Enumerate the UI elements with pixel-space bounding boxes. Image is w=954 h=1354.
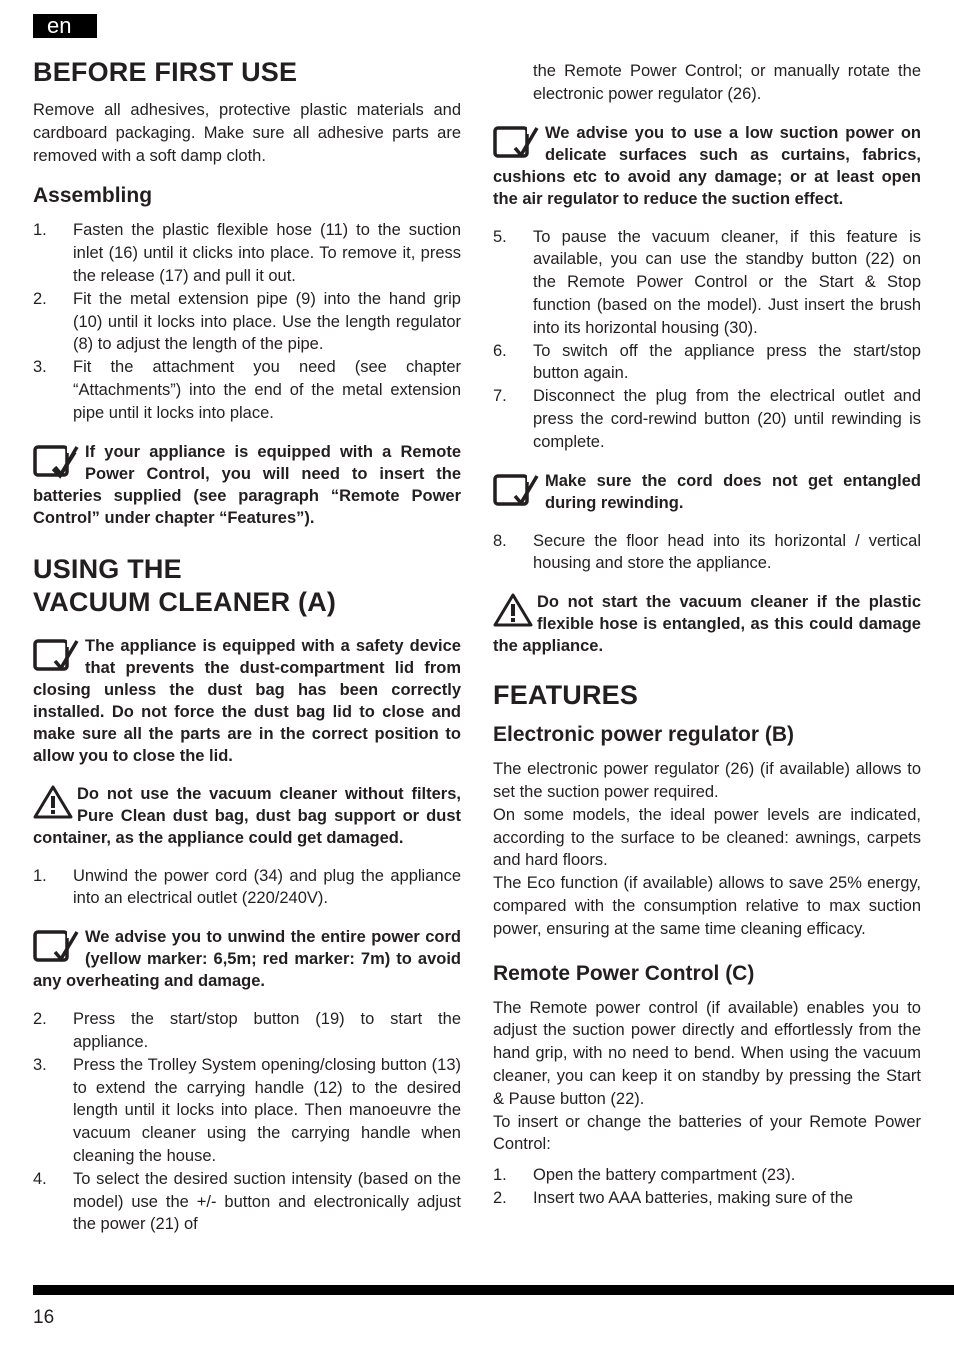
list-item: 8. Secure the floor head into its horizontal / vertical housing and store the appliance.	[493, 531, 921, 573]
note-safety-device: The appliance is equipped with a safety device that prevents the dust-compartment lid from closing unless the dust bag has been correctly installed. Do not force the dust bag lid to close and make sure all the parts are in the correct position to allow you to close the lid.	[33, 636, 461, 765]
note-remote-batteries: If your appliance is equipped with a Remote Power Control, you will need to insert the batteries supplied (see paragraph “Remote Power Control” under chapter “Features”).	[33, 442, 461, 527]
epr-paragraph-3: The Eco function (if available) allows to save 25% energy, compared with the consumption relative to max suction power, ensuring at the same time cleaning efficacy.	[493, 874, 921, 938]
right-column	[493, 60, 921, 1210]
list-item: 1. Fasten the plastic flexible hose (11) to the suction inlet (16) until it clicks into place. To remove it, press the release (17) and pull it out.	[33, 221, 461, 285]
assembling-steps	[33, 219, 461, 424]
list-item: 3. Fit the attachment you need (see chapter “Attachments”) into the end of the metal extension pipe until it locks into place.	[33, 358, 461, 422]
footer-rule	[33, 1285, 954, 1295]
note-low-suction: We advise you to use a low suction power on delicate surfaces such as curtains, fabrics, cushions etc to avoid any damage; or at least open the air regulator to reduce the suction effect.	[493, 123, 921, 208]
warning-filters: Do not use the vacuum cleaner without filters, Pure Clean dust bag, dust bag support or dust container, as the appliance could get damaged.	[33, 784, 461, 847]
rpc-heading: Remote Power Control (C)	[493, 961, 755, 985]
language-tab: en	[33, 14, 97, 38]
left-column	[33, 56, 461, 1236]
list-item: 1. Open the battery compartment (23).	[493, 1166, 796, 1185]
page-number: 16	[33, 1307, 55, 1328]
note-check-icon	[33, 928, 81, 964]
warning-icon	[33, 785, 73, 819]
step-continuation: the Remote Power Control; or manually rotate the electronic power regulator (26).	[533, 62, 921, 103]
list-item: 6. To switch off the appliance press the start/stop button again.	[493, 341, 921, 383]
rpc-paragraph-2: To insert or change the batteries of your Remote Power Control:	[493, 1112, 921, 1154]
list-item: 7. Disconnect the plug from the electrical outlet and press the cord-rewind button (20) until rewinding is complete.	[493, 387, 921, 451]
using-steps-a	[33, 865, 461, 911]
using-heading-line2: VACUUM CLEANER (A)	[33, 586, 337, 617]
note-check-icon	[493, 124, 541, 160]
list-item: 4. To select the desired suction intensity (based on the model) use the +/- button and electronically adjust the power (21) of	[33, 1169, 461, 1234]
rpc-paragraph-1: The Remote power control (if available) enables you to adjust the suction power directly and effortlessly from the hand grip, with no need to bend. When using the vacuum cleaner, you can keep it on standby by pressing the Start & Pause button (22).	[493, 998, 921, 1108]
using-heading-line1: USING THE	[33, 553, 182, 584]
warning-hose-entangled: Do not start the vacuum cleaner if the plastic flexible hose is entangled, as this could damage the appliance.	[493, 593, 921, 656]
list-item: 1. Unwind the power cord (34) and plug the appliance into an electrical outlet (220/240V).	[33, 866, 461, 908]
rpc-steps	[493, 1164, 921, 1210]
before-first-use-heading: BEFORE FIRST USE	[33, 57, 298, 87]
features-heading: FEATURES	[493, 680, 639, 711]
epr-heading: Electronic power regulator (B)	[493, 723, 795, 747]
list-item: 3. Press the Trolley System opening/closing button (13) to extend the carrying handle (12) to the desired length until it locks into place. Then manoeuvre the vacuum cleaner using the carrying handle when cleaning the house.	[33, 1055, 461, 1165]
warning-icon	[493, 593, 533, 627]
epr-paragraph-2: On some models, the ideal power levels are indicated, according to the surface to be cleaned: awnings, carpets and hard floors.	[493, 805, 921, 870]
epr-paragraph-1: The electronic power regulator (26) (if available) allows to set the suction power required.	[493, 760, 921, 801]
assembling-heading: Assembling	[33, 184, 153, 208]
list-item: 5. To pause the vacuum cleaner, if this feature is available, you can use the standby button (22) on the Remote Power Control or the Start & Stop function (based on the model). Just insert the brush into its horizontal housing (30).	[493, 227, 921, 337]
note-check-icon	[493, 472, 541, 508]
note-unwind-cord: We advise you to unwind the entire power cord (yellow marker: 6,5m; red marker: 7m) to avoid any overheating and damage.	[33, 928, 461, 991]
list-item: 2. Fit the metal extension pipe (9) into the hand grip (10) until it locks into place. Use the length regulator (8) to adjust the length of the pipe.	[33, 289, 461, 354]
using-steps-b	[33, 1008, 461, 1236]
list-item: 2. Press the start/stop button (19) to start the appliance.	[33, 1010, 461, 1051]
using-steps-c	[493, 226, 921, 454]
note-check-icon	[33, 637, 81, 673]
list-item: 2. Insert two AAA batteries, making sure of the	[493, 1188, 854, 1207]
note-cord-entangled: Make sure the cord does not get entangled during rewinding.	[493, 470, 921, 514]
using-steps-d	[493, 530, 921, 576]
before-first-use-intro: Remove all adhesives, protective plastic materials and cardboard packaging. Make sure all adhesive parts are removed with a soft damp cloth.	[33, 101, 461, 165]
note-check-icon	[33, 443, 81, 479]
